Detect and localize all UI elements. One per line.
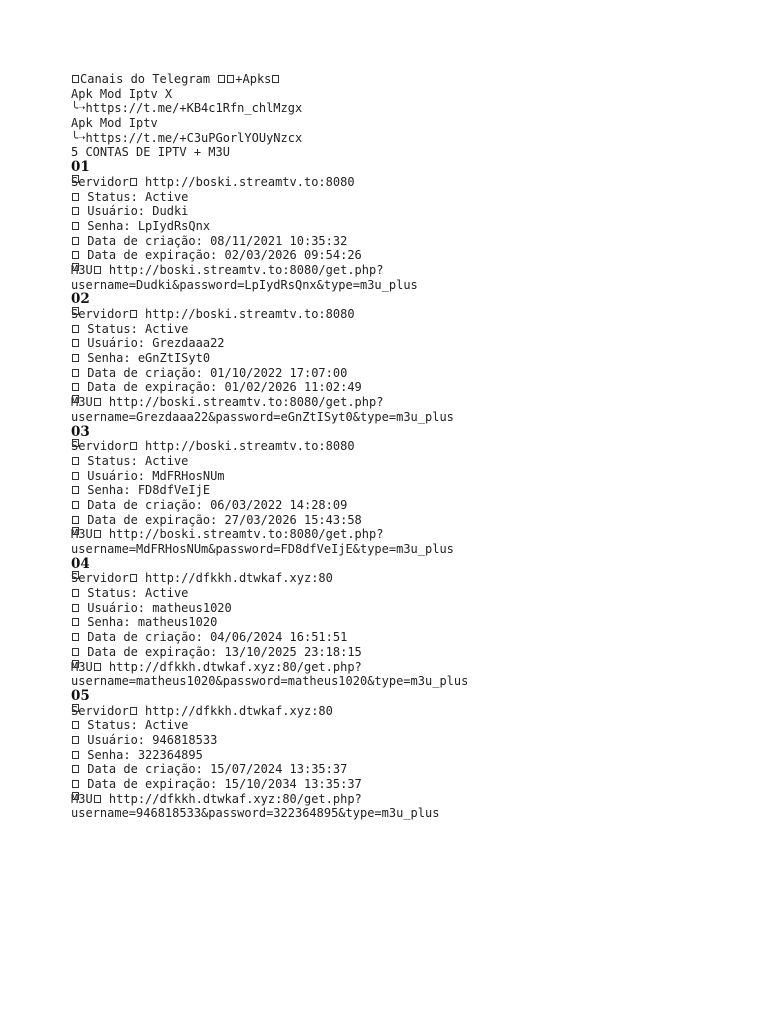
placeholder-glyph-icon bbox=[72, 618, 79, 626]
placeholder-glyph-icon bbox=[72, 589, 79, 597]
password-line: Senha: FD8dfVeIjE bbox=[71, 483, 751, 498]
placeholder-glyph-icon bbox=[72, 207, 79, 215]
placeholder-glyph-icon bbox=[227, 75, 234, 83]
placeholder-glyph-icon bbox=[72, 472, 79, 480]
m3u-link[interactable]: http://boski.streamtv.to:8080/get.php? bbox=[108, 527, 384, 542]
m3u-query[interactable]: username=MdFRHosNUm&password=FD8dfVeIjE&type=m3u_plus bbox=[71, 542, 454, 556]
m3u-line: M3U http://boski.streamtv.to:8080/get.php? bbox=[71, 395, 384, 410]
created-line: Data de criação: 15/07/2024 13:35:37 bbox=[71, 762, 751, 777]
m3u-query[interactable]: username=Dudki&password=LpIydRsQnx&type=m3u_plus bbox=[71, 277, 418, 292]
m3u-query-line[interactable] bbox=[71, 674, 751, 689]
status-value: Active bbox=[145, 321, 189, 336]
account-block bbox=[71, 160, 751, 292]
m3u-query-line[interactable] bbox=[71, 410, 751, 425]
link-label: Apk Mod Iptv bbox=[71, 116, 158, 131]
created-line: Data de criação: 08/11/2021 10:35:32 bbox=[71, 234, 751, 249]
status-line: Status: Active bbox=[71, 190, 751, 205]
placeholder-glyph-icon bbox=[94, 398, 101, 406]
link-line[interactable] bbox=[71, 101, 751, 116]
server-line: Servidor http://boski.streamtv.to:8080 bbox=[71, 439, 355, 454]
placeholder-glyph-icon bbox=[72, 571, 79, 579]
arrow-icon: ╰➝ bbox=[71, 101, 86, 116]
password-value: LpIydRsQnx bbox=[137, 218, 211, 233]
m3u-link[interactable]: http://dfkkh.dtwkaf.xyz:80/get.php? bbox=[108, 659, 362, 674]
expires-line: Data de expiração: 01/02/2026 11:02:49 bbox=[71, 380, 751, 395]
placeholder-glyph-icon bbox=[72, 222, 79, 230]
m3u-query-line[interactable] bbox=[71, 278, 751, 293]
expires-value: 01/02/2026 11:02:49 bbox=[224, 380, 362, 395]
expires-line: Data de expiração: 02/03/2026 09:54:26 bbox=[71, 248, 751, 263]
password-value: 322364895 bbox=[137, 747, 203, 762]
user-line: Usuário: matheus1020 bbox=[71, 601, 751, 616]
placeholder-glyph-icon bbox=[72, 765, 79, 773]
placeholder-glyph-icon bbox=[72, 354, 79, 362]
server-line: Servidor http://boski.streamtv.to:8080 bbox=[71, 174, 355, 189]
created-value: 01/10/2022 17:07:00 bbox=[210, 365, 348, 380]
server-link[interactable]: http://dfkkh.dtwkaf.xyz:80 bbox=[145, 571, 333, 586]
expires-value: 27/03/2026 15:43:58 bbox=[224, 512, 362, 527]
placeholder-glyph-icon bbox=[72, 263, 79, 271]
placeholder-glyph-icon bbox=[94, 266, 101, 274]
placeholder-glyph-icon bbox=[72, 75, 79, 83]
header-title: Canais do Telegram +Apks bbox=[71, 72, 751, 87]
status-line: Status: Active bbox=[71, 718, 751, 733]
password-line: Senha: LpIydRsQnx bbox=[71, 219, 751, 234]
server-link[interactable]: http://boski.streamtv.to:8080 bbox=[145, 307, 355, 321]
arrow-icon: ╰➝ bbox=[71, 130, 86, 145]
placeholder-glyph-icon bbox=[218, 75, 225, 83]
placeholder-glyph-icon bbox=[72, 325, 79, 333]
server-link[interactable]: http://boski.streamtv.to:8080 bbox=[145, 174, 355, 189]
created-value: 06/03/2022 14:28:09 bbox=[210, 497, 348, 512]
m3u-query[interactable]: username=matheus1020&password=matheus1020&type=m3u_plus bbox=[71, 674, 469, 689]
placeholder-glyph-icon bbox=[72, 193, 79, 201]
placeholder-glyph-icon bbox=[72, 721, 79, 729]
placeholder-glyph-icon bbox=[72, 527, 79, 535]
placeholder-glyph-icon bbox=[72, 307, 79, 315]
placeholder-glyph-icon bbox=[130, 310, 137, 318]
m3u-line: M3U http://dfkkh.dtwkaf.xyz:80/get.php? bbox=[71, 791, 362, 806]
account-number: 02 bbox=[71, 291, 90, 308]
user-line: Usuário: Grezdaaa22 bbox=[71, 336, 751, 351]
placeholder-glyph-icon bbox=[72, 237, 79, 245]
account-block bbox=[71, 689, 751, 821]
status-value: Active bbox=[145, 189, 189, 204]
account-number: 05 bbox=[71, 687, 90, 704]
document-body bbox=[71, 72, 751, 821]
placeholder-glyph-icon bbox=[94, 663, 101, 671]
placeholder-glyph-icon bbox=[130, 574, 137, 582]
m3u-query-line[interactable] bbox=[71, 542, 751, 557]
placeholder-glyph-icon bbox=[72, 457, 79, 465]
password-line: Senha: eGnZtISyt0 bbox=[71, 351, 751, 366]
m3u-line: M3U http://boski.streamtv.to:8080/get.php? bbox=[71, 527, 384, 542]
user-line: Usuário: 946818533 bbox=[71, 733, 751, 748]
created-value: 15/07/2024 13:35:37 bbox=[210, 762, 348, 777]
placeholder-glyph-icon bbox=[130, 178, 137, 186]
placeholder-glyph-icon bbox=[94, 530, 101, 538]
link-label: Apk Mod Iptv X bbox=[71, 86, 173, 101]
placeholder-glyph-icon bbox=[72, 439, 79, 447]
server-link[interactable]: http://dfkkh.dtwkaf.xyz:80 bbox=[145, 703, 333, 718]
placeholder-glyph-icon bbox=[72, 516, 79, 524]
status-value: Active bbox=[145, 718, 189, 733]
m3u-link[interactable]: http://boski.streamtv.to:8080/get.php? bbox=[108, 262, 384, 277]
placeholder-glyph-icon bbox=[72, 633, 79, 641]
expires-line: Data de expiração: 27/03/2026 15:43:58 bbox=[71, 513, 751, 528]
expires-value: 02/03/2026 09:54:26 bbox=[224, 248, 362, 263]
created-value: 04/06/2024 16:51:51 bbox=[210, 630, 348, 645]
placeholder-glyph-icon bbox=[72, 383, 79, 391]
password-value: matheus1020 bbox=[137, 615, 218, 630]
placeholder-glyph-icon bbox=[130, 707, 137, 715]
m3u-line: M3U http://boski.streamtv.to:8080/get.php? bbox=[71, 262, 384, 277]
password-value: FD8dfVeIjE bbox=[137, 483, 211, 498]
user-value: Grezdaaa22 bbox=[152, 336, 225, 351]
m3u-query[interactable]: username=946818533&password=322364895&type=m3u_plus bbox=[71, 806, 440, 821]
placeholder-glyph-icon bbox=[72, 251, 79, 259]
expires-line: Data de expiração: 15/10/2034 13:35:37 bbox=[71, 777, 751, 792]
telegram-link[interactable]: https://t.me/+KB4c1Rfn_chlMzgx bbox=[85, 101, 303, 116]
created-line: Data de criação: 04/06/2024 16:51:51 bbox=[71, 630, 751, 645]
user-line: Usuário: MdFRHosNUm bbox=[71, 469, 751, 484]
placeholder-glyph-icon bbox=[72, 604, 79, 612]
status-line: Status: Active bbox=[71, 586, 751, 601]
status-value: Active bbox=[145, 453, 189, 468]
placeholder-glyph-icon bbox=[72, 501, 79, 509]
placeholder-glyph-icon bbox=[72, 780, 79, 788]
m3u-line: M3U http://dfkkh.dtwkaf.xyz:80/get.php? bbox=[71, 659, 362, 674]
account-block bbox=[71, 425, 751, 557]
m3u-query[interactable]: username=Grezdaaa22&password=eGnZtISyt0&type=m3u_plus bbox=[71, 409, 454, 424]
m3u-query-line[interactable] bbox=[71, 806, 751, 821]
server-line: Servidor http://dfkkh.dtwkaf.xyz:80 bbox=[71, 571, 333, 586]
placeholder-glyph-icon bbox=[72, 751, 79, 759]
expires-line: Data de expiração: 13/10/2025 23:18:15 bbox=[71, 645, 751, 660]
user-value: Dudki bbox=[152, 204, 189, 219]
placeholder-glyph-icon bbox=[72, 486, 79, 494]
placeholder-glyph-icon bbox=[72, 704, 79, 712]
status-value: Active bbox=[145, 586, 189, 601]
account-block bbox=[71, 292, 751, 424]
placeholder-glyph-icon bbox=[72, 395, 79, 403]
expires-value: 15/10/2034 13:35:37 bbox=[224, 777, 362, 791]
placeholder-glyph-icon bbox=[72, 648, 79, 656]
server-line: Servidor http://boski.streamtv.to:8080 bbox=[71, 307, 355, 321]
account-block bbox=[71, 557, 751, 689]
m3u-link[interactable]: http://boski.streamtv.to:8080/get.php? bbox=[108, 395, 384, 410]
created-line: Data de criação: 01/10/2022 17:07:00 bbox=[71, 366, 751, 381]
created-line: Data de criação: 06/03/2022 14:28:09 bbox=[71, 498, 751, 513]
created-value: 08/11/2021 10:35:32 bbox=[210, 233, 348, 248]
placeholder-glyph-icon bbox=[130, 442, 137, 450]
placeholder-glyph-icon bbox=[72, 339, 79, 347]
account-number: 01 bbox=[71, 159, 90, 176]
password-line: Senha: matheus1020 bbox=[71, 615, 751, 630]
placeholder-glyph-icon bbox=[272, 75, 279, 83]
status-line: Status: Active bbox=[71, 454, 751, 469]
placeholder-glyph-icon bbox=[72, 736, 79, 744]
link-line[interactable] bbox=[71, 131, 751, 146]
server-link[interactable]: http://boski.streamtv.to:8080 bbox=[145, 439, 355, 454]
server-line: Servidor http://dfkkh.dtwkaf.xyz:80 bbox=[71, 703, 333, 718]
password-line: Senha: 322364895 bbox=[71, 748, 751, 763]
status-line: Status: Active bbox=[71, 322, 751, 337]
placeholder-glyph-icon bbox=[72, 792, 79, 800]
telegram-link[interactable]: https://t.me/+C3uPGorlYOUyNzcx bbox=[85, 130, 303, 145]
expires-value: 13/10/2025 23:18:15 bbox=[224, 644, 362, 659]
placeholder-glyph-icon bbox=[72, 660, 79, 668]
account-number: 04 bbox=[71, 555, 90, 572]
placeholder-glyph-icon bbox=[72, 175, 79, 183]
user-value: MdFRHosNUm bbox=[152, 468, 225, 483]
user-value: matheus1020 bbox=[152, 600, 232, 615]
accounts-list bbox=[71, 160, 751, 821]
user-line: Usuário: Dudki bbox=[71, 204, 751, 219]
placeholder-glyph-icon bbox=[72, 369, 79, 377]
subtitle: 5 CONTAS DE IPTV + M3U bbox=[71, 145, 230, 160]
password-value: eGnZtISyt0 bbox=[137, 351, 211, 366]
account-number: 03 bbox=[71, 423, 90, 440]
user-value: 946818533 bbox=[152, 732, 218, 747]
placeholder-glyph-icon bbox=[94, 795, 101, 803]
m3u-link[interactable]: http://dfkkh.dtwkaf.xyz:80/get.php? bbox=[108, 791, 362, 806]
